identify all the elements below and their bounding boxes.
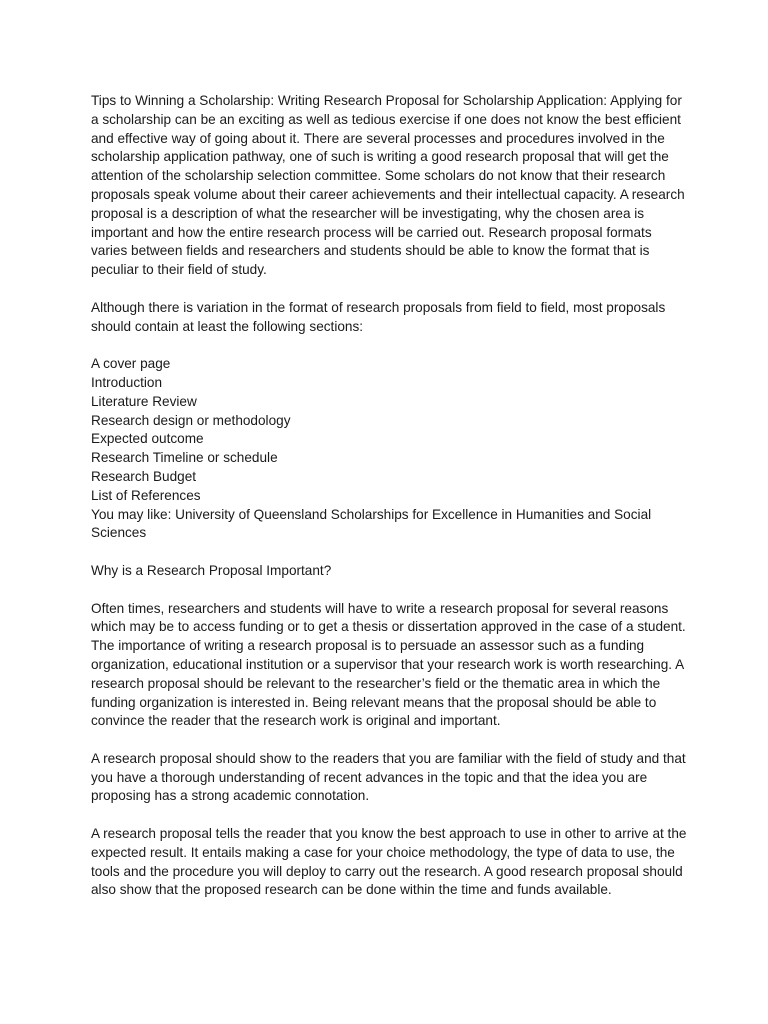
list-item: Introduction (91, 374, 163, 390)
list-item: Literature Review (91, 393, 197, 409)
importance-paragraph: Often times, researchers and students will have to write a research proposal for several reasons which may be to access funding or to get a thesis or dissertation approved in the case of a student. The importance of writing a research proposal is to persuade an assessor such as a funding organization, educational institution or a supervisor that your research work is worth researching. A research proposal should be relevant to the researcher’s field or the thematic area in which the funding organization is interested in. Being relevant means that the proposal should be able to convince the reader that the research work is original and important. (91, 600, 686, 729)
list-item: Research Budget (91, 468, 197, 484)
document-page (91, 92, 691, 919)
list-item: List of References (91, 487, 201, 503)
sections-list (91, 355, 691, 543)
list-item: Research Timeline or schedule (91, 450, 278, 466)
variation-paragraph: Although there is variation in the format of research proposals from field to field, most proposals should contain at least the following sections: (91, 299, 666, 334)
list-item: Research design or methodology (91, 412, 291, 428)
list-item: A cover page (91, 356, 171, 372)
list-item: Expected outcome (91, 431, 204, 447)
subheading: Why is a Research Proposal Important? (91, 562, 332, 578)
approach-paragraph: A research proposal tells the reader that you know the best approach to use in other to arrive at the expected result. It entails making a case for your choice methodology, the type of data to use, the tools and the procedure you will deploy to carry out the research. A good research proposal should also show that the proposed research can be done within the time and funds available. (91, 826, 687, 898)
familiarity-paragraph: A research proposal should show to the readers that you are familiar with the field of study and that you have a thorough understanding of recent advances in the topic and that the idea you are proposing has a strong academic connotation. (91, 750, 686, 804)
related-link: You may like: University of Queensland Scholarships for Excellence in Humanities and Social Sciences (91, 506, 652, 541)
intro-paragraph: Tips to Winning a Scholarship: Writing Research Proposal for Scholarship Application: Applying for a scholarship can be an exciting as well as tedious exercise if one does not know the best efficient and effective way of going about it. There are several processes and procedures involved in the scholarship application pathway, one of such is writing a good research proposal that will get the attention of the scholarship selection committee. Some scholars do not know that their research proposals speak volume about their career achievements and their intellectual capacity. A research proposal is a description of what the researcher will be investigating, why the chosen area is important and how the entire research process will be carried out. Research proposal formats varies between fields and researchers and students should be able to know the format that is peculiar to their field of study. (91, 93, 685, 278)
